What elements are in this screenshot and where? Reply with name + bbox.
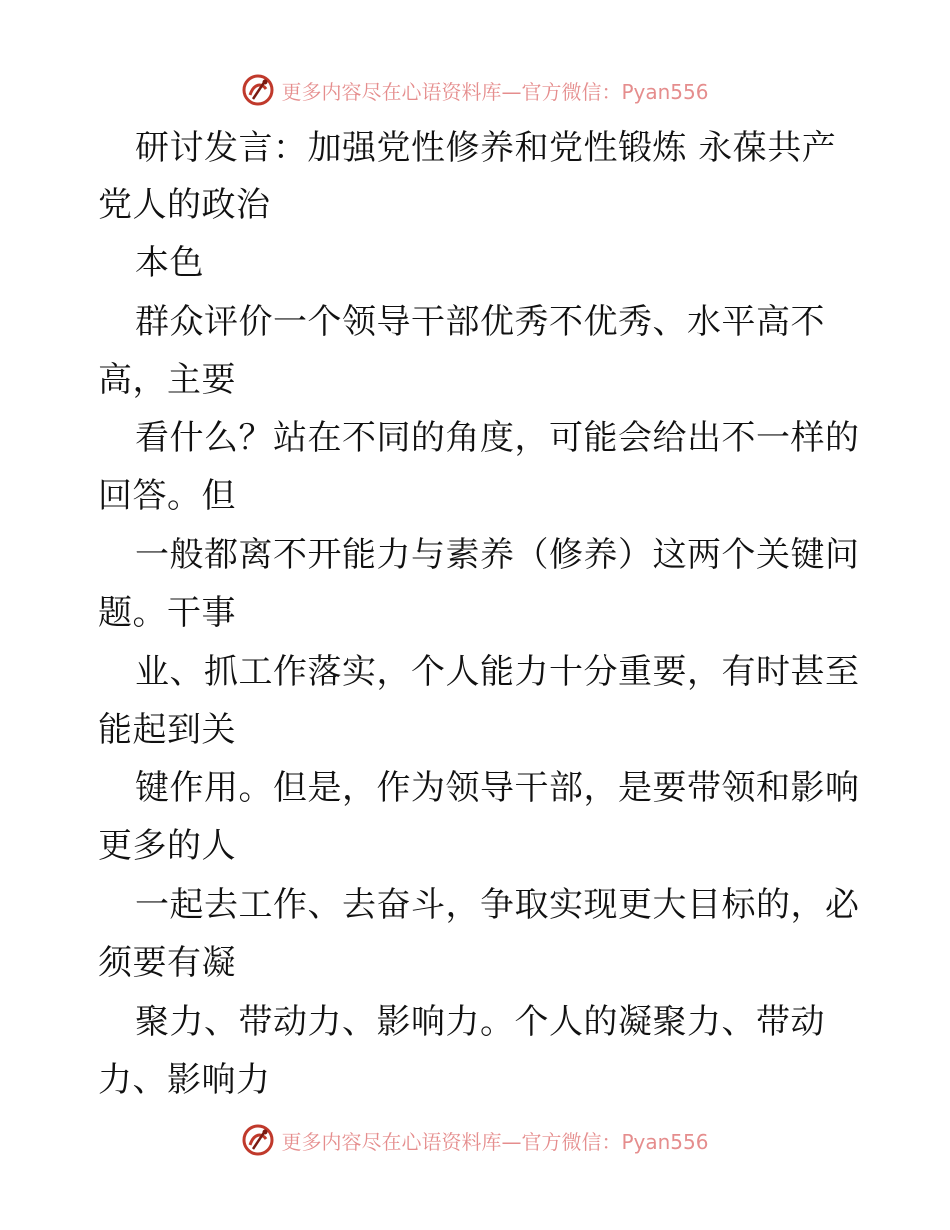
footer-watermark <box>0 1120 950 1160</box>
text-line: 一般都离不开能力与素养（修养）这两个关键问 <box>135 535 860 575</box>
text-line: 群众评价一个领导干部优秀不优秀、水平高不 <box>135 302 825 342</box>
text-line: 一起去工作、去奋斗，争取实现更大目标的，必 <box>135 885 860 925</box>
text-line: 党人的政治 <box>98 185 271 225</box>
text-line: 研讨发言：加强党性修养和党性锻炼 永葆共产 <box>135 128 837 168</box>
watermark-text: 更多内容尽在心语资料库—官方微信：Pyan556 <box>281 1129 709 1154</box>
text-line: 聚力、带动力、影响力。个人的凝聚力、带动 <box>135 1002 825 1042</box>
text-line: 看什么？站在不同的角度，可能会给出不一样的 <box>135 418 860 458</box>
text-line: 业、抓工作落实，个人能力十分重要，有时甚至 <box>135 652 860 692</box>
text-line: 题。干事 <box>98 593 236 633</box>
text-line: 本色 <box>135 243 204 283</box>
text-line: 力、影响力 <box>98 1060 271 1100</box>
text-line: 须要有凝 <box>98 943 236 983</box>
text-line: 更多的人 <box>98 826 236 866</box>
watermark-text: 更多内容尽在心语资料库—官方微信：Pyan556 <box>281 79 709 104</box>
text-line: 回答。但 <box>98 476 236 516</box>
text-line: 高，主要 <box>98 360 236 400</box>
logo-seal-icon <box>241 1123 275 1157</box>
text-line: 能起到关 <box>98 710 236 750</box>
text-line: 键作用。但是，作为领导干部，是要带领和影响 <box>135 768 860 808</box>
